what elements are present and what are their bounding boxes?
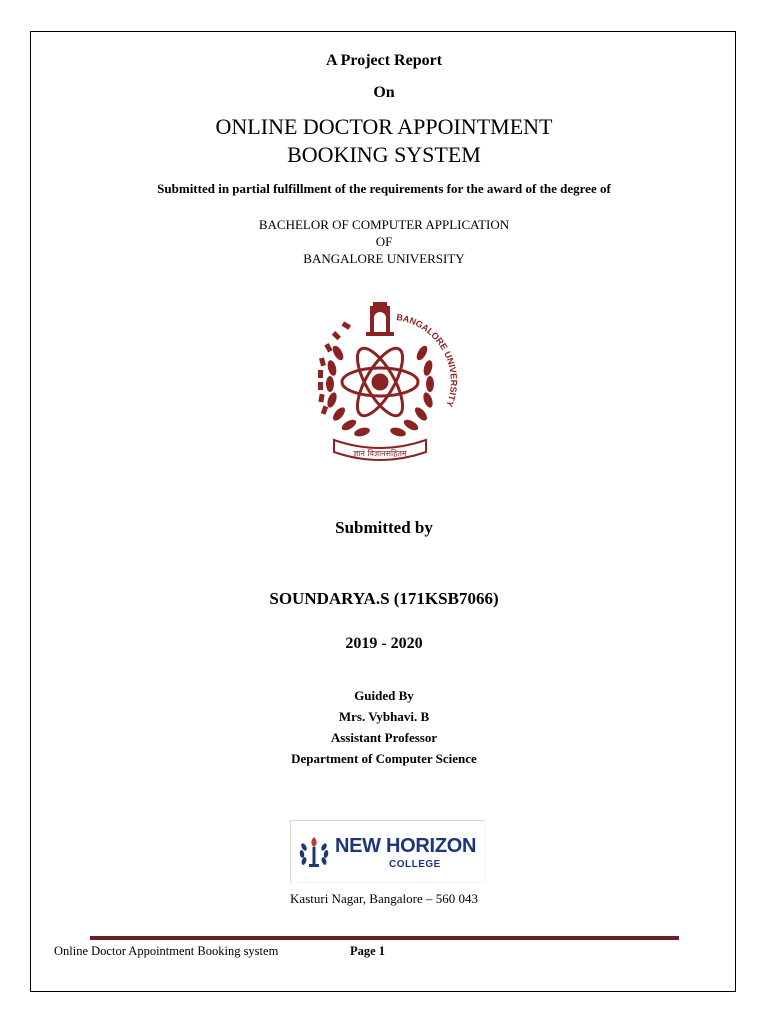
project-title — [0, 113, 768, 169]
degree-name: BACHELOR OF COMPUTER APPLICATION — [258, 217, 510, 232]
degree-of: OF — [375, 234, 393, 249]
guide-label: Guided By — [354, 688, 414, 703]
atom-icon — [342, 342, 418, 422]
footer-page-number: Page 1 — [350, 944, 386, 958]
motto-scroll — [334, 440, 426, 460]
university-arc-text: BANGALORE UNIVERSITY — [395, 312, 459, 409]
project-title-line1: ONLINE DOCTOR APPOINTMENT — [215, 114, 553, 139]
college-name: NEW HORIZON — [335, 835, 477, 857]
new-horizon-college-logo — [290, 820, 485, 883]
gateway-tower-icon — [366, 302, 394, 336]
college-sub: COLLEGE — [389, 859, 441, 870]
guide-name: Mrs. Vybhavi. B — [338, 709, 430, 724]
university-name: BANGALORE UNIVERSITY — [303, 251, 465, 266]
submitted-by-label: Submitted by — [335, 518, 433, 537]
torch-wreath-icon — [297, 835, 331, 869]
project-title-line2: BOOKING SYSTEM — [287, 142, 481, 167]
academic-year: 2019 - 2020 — [345, 635, 423, 652]
report-label: A Project Report — [325, 52, 443, 69]
author-name: SOUNDARYA.S (171KSB7066) — [269, 589, 499, 608]
guide-block — [0, 685, 768, 769]
on-label: On — [373, 84, 395, 101]
footer-title: Online Doctor Appointment Booking system — [54, 944, 279, 958]
motto-text: ज्ञानं विज्ञानसहितम् — [353, 449, 407, 458]
degree-block — [0, 216, 768, 267]
submission-statement: Submitted in partial fulfillment of the requirements for the award of the degree of — [157, 181, 611, 196]
footer-rule — [90, 936, 679, 940]
guide-department: Department of Computer Science — [291, 751, 477, 766]
guide-designation: Assistant Professor — [330, 730, 438, 745]
address: Kasturi Nagar, Bangalore – 560 043 — [290, 891, 478, 906]
bangalore-university-emblem — [300, 298, 460, 468]
